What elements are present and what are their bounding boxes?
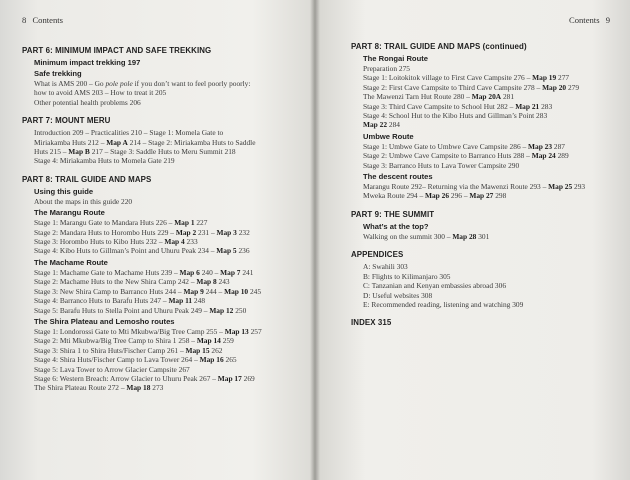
contents-entry: Stage 4: Miriakamba Huts to Momela Gate 219: [34, 156, 175, 166]
subsection-heading: Safe trekking: [34, 69, 82, 78]
contents-entry: Stage 2: Mti Mkubwa/Big Tree Camp to Shira 1 258 – Map 14 259: [34, 336, 234, 346]
part-heading: PART 8: TRAIL GUIDE AND MAPS (continued): [351, 42, 527, 51]
contents-entry: how to avoid AMS 203 – How to treat it 205: [34, 88, 167, 98]
contents-entry: C: Tanzanian and Kenyan embassies abroad 306: [363, 281, 507, 291]
right-running-head: [569, 15, 610, 25]
contents-entry: Other potential health problems 206: [34, 97, 141, 107]
right-page: [315, 0, 630, 480]
contents-entry: What is AMS 200 – Go pole pole if you don’t want to feel poorly poorly:: [34, 79, 251, 88]
left-page-number: 8: [22, 15, 27, 25]
part-heading: PART 9: THE SUMMIT: [351, 209, 435, 219]
contents-section: [351, 42, 616, 201]
contents-entry: Map 22 284: [363, 120, 400, 130]
contents-entry: Stage 1: Umbwe Gate to Umbwe Cave Campsite 286 – Map 23 287: [363, 141, 565, 151]
contents-entry: Stage 2: Umbwe Cave Campsite to Barranco Huts 288 – Map 24 289: [363, 151, 569, 161]
part-heading: INDEX 315: [351, 318, 392, 328]
subsection-heading: The Shira Plateau and Lemosho routes: [34, 316, 175, 326]
right-running-title: Contents: [568, 15, 600, 25]
contents-entry: Stage 1: Loitokitok village to First Cave Campsite 276 – Map 19 277: [363, 73, 570, 83]
contents-entry: The Shira Plateau Route 272 – Map 18 273: [34, 383, 164, 393]
contents-entry: Stage 3: New Shira Camp to Barranco Huts 244 – Map 9 244 – Map 10 245: [34, 286, 262, 296]
contents-entry: Stage 1: Londorossi Gate to Mti Mkubwa/Big Tree Camp 255 – Map 13 257: [34, 326, 262, 336]
contents-entry: D: Useful websites 308: [363, 290, 433, 300]
part-heading: PART 7: MOUNT MERU: [22, 116, 111, 126]
contents-section: [22, 116, 307, 166]
contents-entry: Huts 215 – Map B 217 – Stage 3: Saddle Huts to Meru Summit 218: [34, 147, 236, 157]
contents-section: [351, 318, 616, 327]
left-contents-list: [22, 46, 307, 402]
contents-entry: Stage 5: Barafu Huts to Stella Point and Uhuru Peak 249 – Map 12 250: [34, 305, 247, 315]
contents-entry: Stage 4: Kibo Huts to Gillman’s Point and Uhuru Peak 234 – Map 5 236: [34, 246, 250, 256]
contents-entry: Stage 3: Barranco Huts to Lava Tower Campsite 290: [363, 160, 520, 170]
left-running-title: Contents: [32, 15, 64, 25]
contents-entry: Stage 4: School Hut to the Kibo Huts and Gillman’s Point 283: [363, 111, 548, 121]
part-heading: PART 8: TRAIL GUIDE AND MAPS: [22, 174, 152, 184]
contents-entry: Stage 3: Shira 1 to Shira Huts/Fischer Camp 261 – Map 15 262: [34, 345, 223, 355]
contents-entry: Miriakamba Huts 212 – Map A 214 – Stage 2: Miriakamba Huts to Saddle: [34, 137, 256, 147]
contents-entry: About the maps in this guide 220: [34, 196, 133, 206]
contents-entry: Mweka Route 294 – Map 26 296 – Map 27 298: [363, 191, 507, 201]
subsection-heading: Minimum impact trekking 197: [34, 58, 141, 67]
subsection-heading: The descent routes: [363, 172, 433, 182]
contents-entry: Preparation 275: [363, 64, 410, 73]
subsection-heading: The Machame Route: [34, 257, 108, 267]
contents-entry: Stage 2: First Cave Campsite to Third Cave Campsite 278 – Map 20 279: [363, 82, 580, 92]
subsection-heading: Using this guide: [34, 186, 94, 196]
contents-entry: Stage 4: Barranco Huts to Barafu Huts 247 – Map 11 248: [34, 296, 206, 306]
contents-entry: Stage 4: Shira Huts/Fischer Camp to Lava Tower 264 – Map 16 265: [34, 355, 237, 365]
contents-entry: Stage 3: Horombo Huts to Kibo Huts 232 – Map 4 233: [34, 237, 198, 247]
subsection-heading: The Marangu Route: [34, 208, 105, 218]
contents-entry: Stage 3: Third Cave Campsite to School Hut 282 – Map 21 283: [363, 101, 553, 111]
contents-entry: Walking on the summit 300 – Map 28 301: [363, 231, 490, 241]
contents-section: [22, 46, 307, 107]
right-page-number: 9: [605, 15, 610, 25]
contents-entry: The Mawenzi Tarn Hut Route 280 – Map 20A 281: [363, 92, 515, 102]
subsection-heading: Umbwe Route: [363, 131, 414, 141]
contents-entry: B: Flights to Kilimanjaro 305: [363, 271, 451, 281]
contents-entry: Stage 2: Machame Huts to the New Shira Camp 242 – Map 8 243: [34, 277, 230, 287]
right-contents-list: [351, 42, 616, 336]
part-heading: APPENDICES: [351, 250, 404, 260]
contents-entry: Marangu Route 292– Returning via the Mawenzi Route 293 – Map 25 293: [363, 182, 586, 192]
contents-entry: Stage 5: Lava Tower to Arrow Glacier Campsite 267: [34, 364, 190, 374]
part-heading: PART 6: MINIMUM IMPACT AND SAFE TREKKING: [22, 46, 212, 55]
left-running-head: [22, 15, 63, 25]
subsection-heading: The Rongai Route: [363, 54, 428, 63]
contents-entry: Introduction 209 – Practicalities 210 – Stage 1: Momela Gate to: [34, 128, 224, 138]
contents-entry: Stage 6: Western Breach: Arrow Glacier to Uhuru Peak 267 – Map 17 269: [34, 373, 255, 383]
contents-entry: A: Swahili 303: [363, 262, 408, 272]
contents-section: [351, 250, 616, 309]
contents-section: [22, 175, 307, 393]
subsection-heading: What’s at the top?: [363, 221, 429, 231]
contents-entry: Stage 2: Mandara Huts to Horombo Huts 229 – Map 2 231 – Map 3 232: [34, 227, 250, 237]
contents-section: [351, 210, 616, 241]
contents-entry: E: Recommended reading, listening and watching 309: [363, 299, 524, 309]
contents-entry: Stage 1: Machame Gate to Machame Huts 239 – Map 6 240 – Map 7 241: [34, 267, 254, 277]
contents-entry: Stage 1: Marangu Gate to Mandara Huts 226 – Map 1 227: [34, 218, 208, 228]
